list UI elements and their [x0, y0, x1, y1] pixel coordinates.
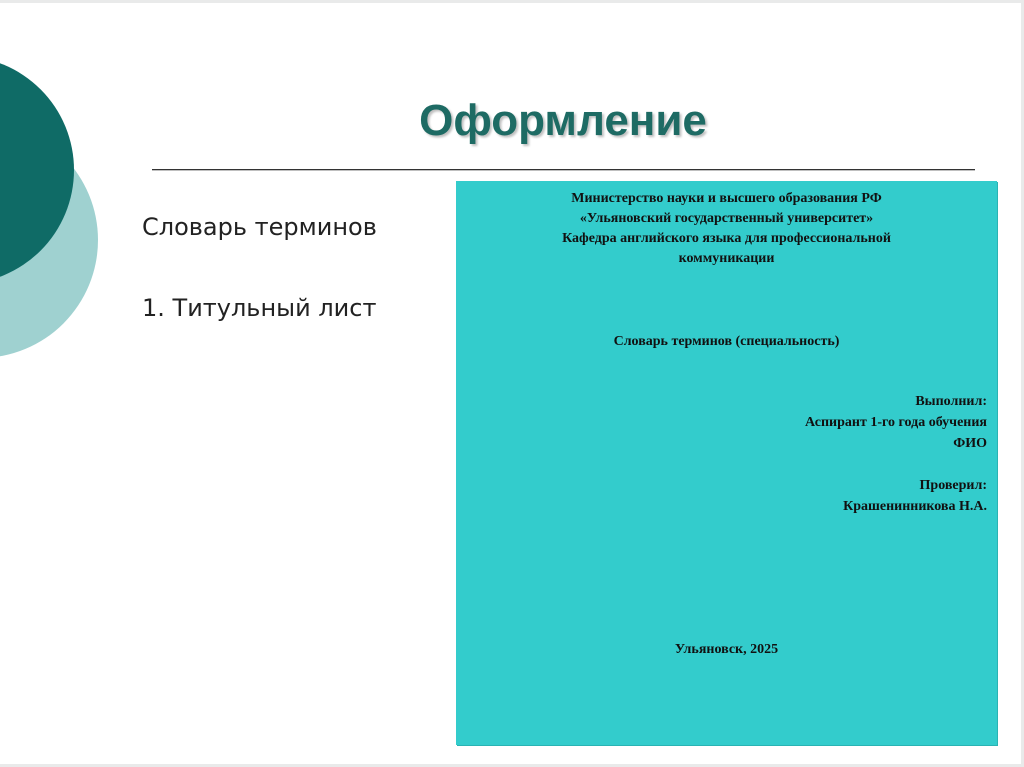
- bullet-title-page: 1. Титульный лист: [142, 294, 377, 322]
- header-line-department: Кафедра английского языка для профессиональной: [562, 231, 891, 246]
- performed-label: Выполнил:: [915, 394, 987, 409]
- header-line-university: «Ульяновский государственный университет»: [579, 211, 874, 226]
- header-line-communication: коммуникации: [678, 251, 775, 266]
- checked-by: Крашенинникова Н.А.: [843, 499, 987, 514]
- performed-name: ФИО: [953, 436, 987, 451]
- decorative-circles: [0, 0, 130, 420]
- title-page-sample: [456, 181, 997, 745]
- header-line-ministry: Министерство науки и высшего образования РФ: [571, 191, 882, 206]
- document-title: Словарь терминов (специальность): [613, 334, 840, 349]
- slide-title: Оформление: [419, 96, 707, 145]
- city-year: Ульяновск, 2025: [674, 642, 779, 657]
- performed-by: Аспирант 1-го года обучения: [805, 415, 987, 430]
- slide-frame-top: [0, 0, 1024, 3]
- bullet-dictionary: Словарь терминов: [142, 213, 377, 241]
- checked-label: Проверил:: [919, 478, 987, 493]
- title-divider: [152, 169, 975, 170]
